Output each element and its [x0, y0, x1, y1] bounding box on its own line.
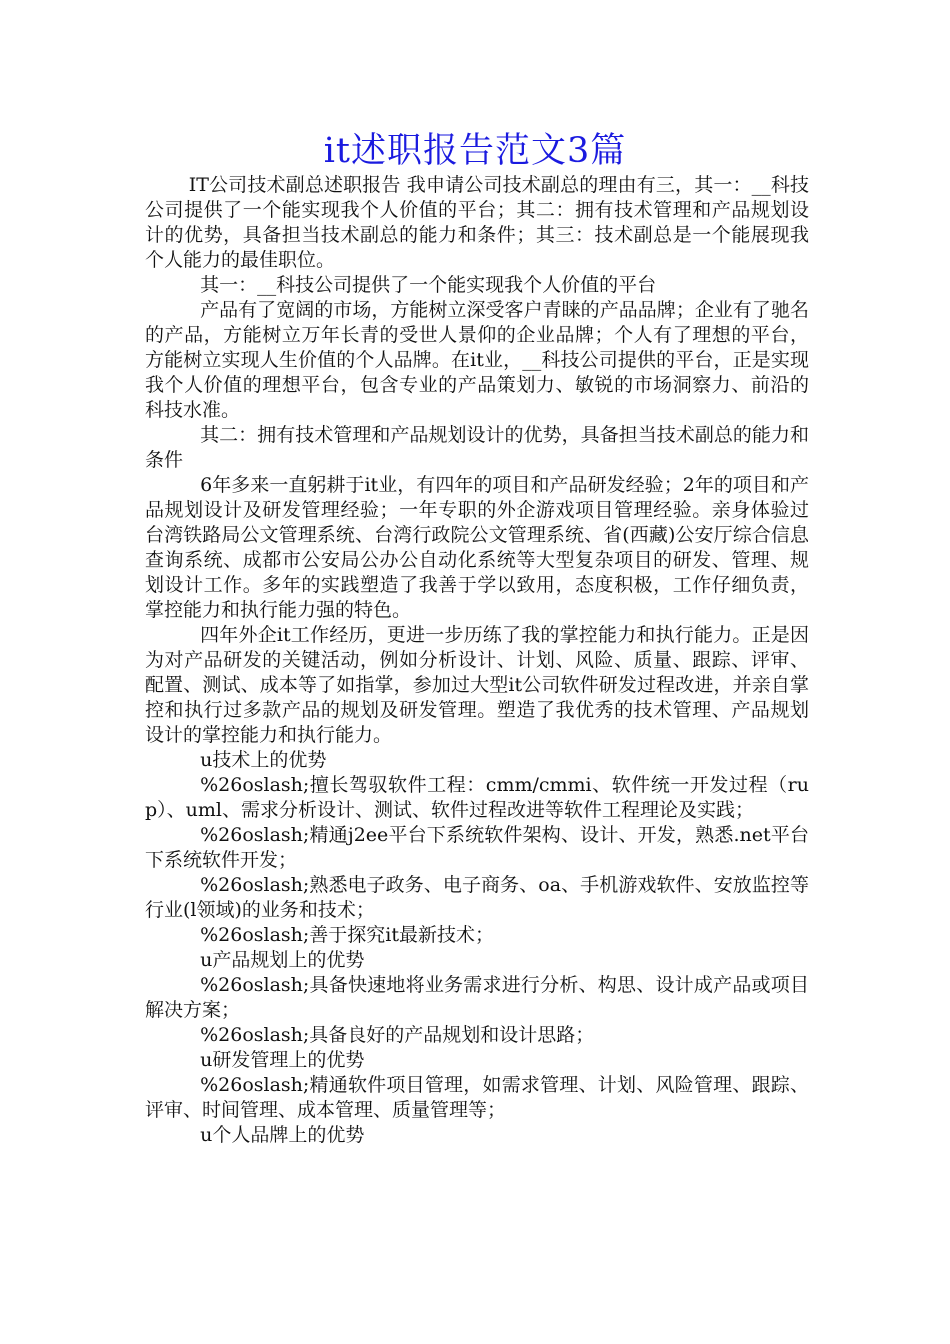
paragraph-rd-advantage-heading: u研发管理上的优势 — [200, 1049, 365, 1071]
paragraph-foreign-experience: 四年外企it工作经历，更进一步历练了我的掌控能力和执行能力。正是因为对产品研发的关键活动，例如分析设计、计划、风险、质量、跟踪、评审、配置、测试、成本等了如指掌，参加过大型it公司软件研发过程改进，并亲自掌控和执行过多款产品的规划及研发管理。塑造了我优秀的技术管理、产品规划设计的掌控能力和执行能力。 — [145, 624, 809, 746]
paragraph-platform: 产品有了宽阔的市场，方能树立深受客户青睐的产品品牌；企业有了驰名的产品，方能树立万年长青的受世人景仰的企业品牌；个人有了理想的平台，方能树立实现人生价值的个人品牌。在it业，__科技公司提供的平台，正是实现我个人价值的理想平台，包含专业的产品策划力、敏锐的市场洞察力、前沿的科技水准。 — [145, 299, 809, 421]
document-body — [145, 173, 809, 1148]
paragraph-heading-one: 其一：__科技公司提供了一个能实现我个人价值的平台 — [200, 274, 657, 296]
paragraph-tech-item-3: %26oslash;熟悉电子政务、电子商务、oa、手机游戏软件、安放监控等行业(l领域)的业务和技术； — [145, 874, 809, 921]
paragraph-tech-item-1: %26oslash;擅长驾驭软件工程：cmm/cmmi、软件统一开发过程（rup）、uml、需求分析设计、测试、软件过程改进等软件工程理论及实践； — [145, 774, 809, 821]
paragraph-tech-item-2: %26oslash;精通j2ee平台下系统软件架构、设计、开发，熟悉.net平台下系统软件开发； — [145, 824, 809, 871]
paragraph-tech-item-4: %26oslash;善于探究it最新技术； — [200, 924, 495, 946]
paragraph-product-item-2: %26oslash;具备良好的产品规划和设计思路； — [200, 1024, 595, 1046]
paragraph-brand-advantage-heading: u个人品牌上的优势 — [200, 1124, 365, 1146]
paragraph-tech-advantage-heading: u技术上的优势 — [200, 749, 327, 771]
paragraph-heading-two: 其二：拥有技术管理和产品规划设计的优势，具备担当技术副总的能力和条件 — [145, 424, 809, 471]
document-title: it述职报告范文3篇 — [323, 131, 627, 171]
paragraph-product-item-1: %26oslash;具备快速地将业务需求进行分析、构思、设计成产品或项目解决方案； — [145, 974, 809, 1021]
paragraph-product-advantage-heading: u产品规划上的优势 — [200, 949, 365, 971]
paragraph-experience: 6年多来一直躬耕于it业，有四年的项目和产品研发经验；2年的项目和产品规划设计及研发管理经验；一年专职的外企游戏项目管理经验。亲身体验过台湾铁路局公文管理系统、台湾行政院公文管理系统、省(西藏)公安厅综合信息查询系统、成都市公安局公办公自动化系统等大型复杂项目的研发、管理、规划设计工作。多年的实践塑造了我善于学以致用，态度积极，工作仔细负责，掌控能力和执行能力强的特色。 — [145, 474, 809, 621]
paragraph-rd-item-1: %26oslash;精通软件项目管理，如需求管理、计划、风险管理、跟踪、评审、时间管理、成本管理、质量管理等； — [145, 1074, 809, 1121]
paragraph-intro: IT公司技术副总述职报告 我申请公司技术副总的理由有三，其一：__科技公司提供了一个能实现我个人价值的平台；其二：拥有技术管理和产品规划设计的优势，具备担当技术副总的能力和条件；其三：技术副总是一个能展现我个人能力的最佳职位。 — [145, 174, 809, 271]
